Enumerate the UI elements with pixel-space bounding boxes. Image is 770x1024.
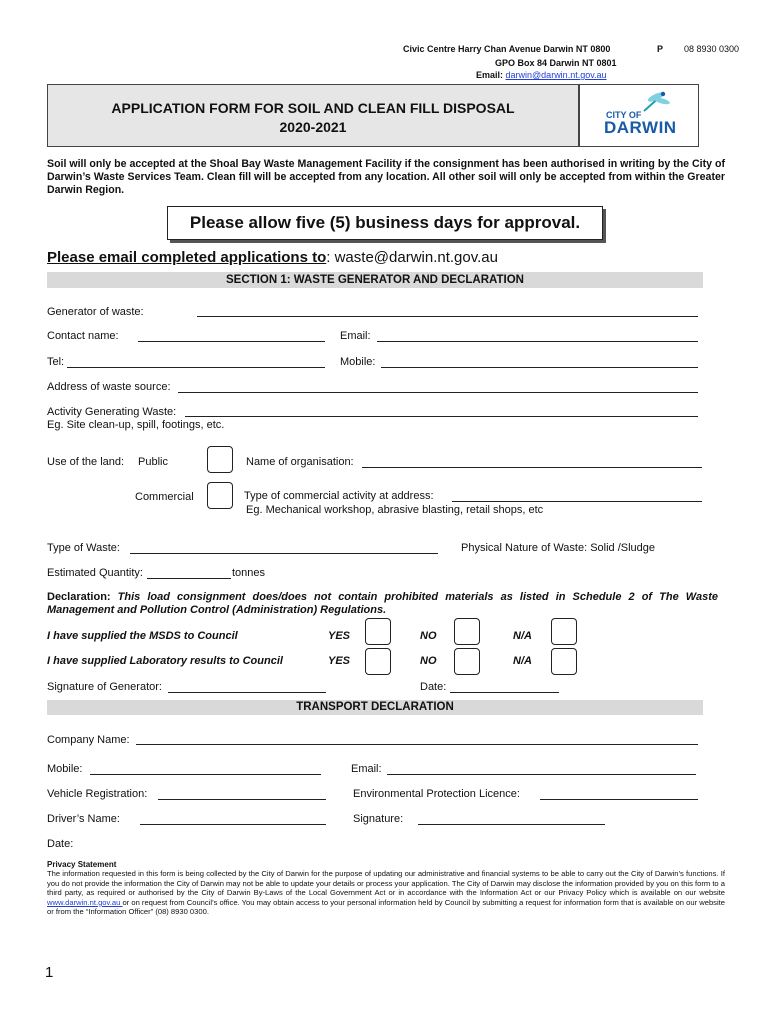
approval-notice: Please allow five (5) business days for approval. (167, 206, 603, 240)
activity-label: Activity Generating Waste: (47, 406, 177, 418)
commercial-label: Commercial (135, 491, 194, 503)
msds-yes-label: YES (328, 630, 351, 642)
header-phone: 08 8930 0300 (684, 44, 740, 54)
logo-city-text: CITY OF (606, 110, 642, 120)
transport-date-label: Date: (47, 838, 74, 850)
title-box (47, 84, 579, 147)
lab-yes-checkbox[interactable] (365, 648, 391, 675)
msds-no-label: NO (420, 630, 437, 642)
privacy-title: Privacy Statement (47, 860, 117, 869)
privacy-text-after: or on request from Council’s office. You may obtain access to your personal information held by Council by submitting a request for information form that is available on our website or from the “Information Officer” (08) 8930 0300. (47, 897, 725, 917)
transport-email-label: Email: (351, 763, 382, 775)
commercial-example: Eg. Mechanical workshop, abrasive blasting, retail shops, etc (246, 504, 544, 516)
email-label: Email: (340, 330, 371, 342)
tel-field[interactable] (67, 367, 325, 368)
lab-na-label: N/A (513, 655, 532, 667)
declaration (47, 591, 718, 617)
transport-mobile-label: Mobile: (47, 763, 83, 775)
org-name-label: Name of organisation: (246, 456, 354, 468)
generator-date-label: Date: (420, 681, 447, 693)
section1-header: SECTION 1: WASTE GENERATOR AND DECLARATION (47, 272, 703, 288)
mobile-field[interactable] (381, 367, 698, 368)
transport-header: TRANSPORT DECLARATION (47, 700, 703, 715)
form-year: 2020-2021 (279, 119, 347, 135)
generator-signature-label: Signature of Generator: (47, 681, 162, 693)
header-address-line2: GPO Box 84 Darwin NT 0801 (495, 58, 617, 68)
activity-example: Eg. Site clean-up, spill, footings, etc. (47, 419, 225, 431)
msds-na-label: N/A (513, 630, 532, 642)
waste-type-label: Type of Waste: (47, 542, 120, 554)
msds-label: I have supplied the MSDS to Council (47, 630, 238, 642)
org-name-field[interactable] (362, 467, 702, 468)
dragonfly-icon (638, 89, 672, 113)
generator-field[interactable] (197, 316, 698, 317)
form-title: APPLICATION FORM FOR SOIL AND CLEAN FILL DISPOSAL (111, 100, 515, 116)
header-email-link[interactable]: darwin@darwin.nt.gov.au (505, 70, 607, 80)
logo-darwin-text: DARWIN (604, 118, 677, 137)
activity-field[interactable] (185, 416, 698, 417)
driver-label: Driver’s Name: (47, 813, 120, 825)
msds-no-checkbox[interactable] (454, 618, 480, 645)
epl-field[interactable] (540, 799, 698, 800)
email-instruction-label: Please email completed applications to (47, 249, 327, 266)
epl-label: Environmental Protection Licence: (353, 788, 520, 800)
declaration-text: This load consignment does/does not contain prohibited materials as listed in Schedule 2 of The Waste Management and Pollution Control (Administration) Regulations. (47, 591, 718, 616)
tonnes-label: tonnes (232, 567, 266, 579)
est-quantity-field[interactable] (147, 578, 231, 579)
driver-field[interactable] (140, 824, 326, 825)
email-instruction (47, 249, 498, 266)
mobile-label: Mobile: (340, 356, 376, 368)
company-label: Company Name: (47, 734, 130, 746)
msds-yes-checkbox[interactable] (365, 618, 391, 645)
header-email-row (476, 70, 607, 80)
commercial-type-label: Type of commercial activity at address: (244, 490, 434, 502)
lab-label: I have supplied Laboratory results to Council (47, 655, 283, 667)
use-of-land-label: Use of the land: (47, 456, 125, 468)
transport-mobile-field[interactable] (90, 774, 321, 775)
generator-date-field[interactable] (450, 692, 559, 693)
transport-signature-label: Signature: (353, 813, 404, 825)
transport-signature-field[interactable] (418, 824, 605, 825)
page-number: 1 (45, 964, 54, 981)
address-label: Address of waste source: (47, 381, 171, 393)
email-field[interactable] (377, 341, 698, 342)
lab-na-checkbox[interactable] (551, 648, 577, 675)
privacy-text (47, 869, 725, 917)
header-phone-label: P (657, 44, 664, 54)
generator-label: Generator of waste: (47, 306, 144, 318)
generator-signature-field[interactable] (168, 692, 326, 693)
address-field[interactable] (178, 392, 698, 393)
logo-box (579, 84, 699, 147)
intro-paragraph: Soil will only be accepted at the Shoal Bay Waste Management Facility if the consignment has been authorised in writing by the City of Darwin’s Waste Services Team. Clean fill will be accepted from any location. All other soil will only be accepted from within the Greater Darwin Region. (47, 158, 725, 196)
public-checkbox[interactable] (207, 446, 233, 473)
lab-no-checkbox[interactable] (454, 648, 480, 675)
lab-no-label: NO (420, 655, 437, 667)
commercial-checkbox[interactable] (207, 482, 233, 509)
declaration-label: Declaration: (47, 591, 111, 603)
transport-email-field[interactable] (387, 774, 696, 775)
company-field[interactable] (136, 744, 698, 745)
tel-label: Tel: (47, 356, 65, 368)
privacy-text-before: The information requested in this form is being collected by the City of Darwin for the purpose of updating our administrative and financial systems to be able to carry out the City of Darwin’s functions. If you do not provide the information the City of Darwin may not be able to update your details or process your application. The City of Darwin may disclose the information provided by you on this form to a third party, as required or authorised by the City of Darwin By-Laws of the Local Government Act or in accordance with the Information Act or our Privacy Policy which is available on our website (47, 869, 725, 898)
vehicle-field[interactable] (158, 799, 326, 800)
vehicle-label: Vehicle Registration: (47, 788, 148, 800)
lab-yes-label: YES (328, 655, 351, 667)
msds-na-checkbox[interactable] (551, 618, 577, 645)
privacy-website-link[interactable]: www.darwin.nt.gov.au (47, 897, 123, 907)
header-address-line1: Civic Centre Harry Chan Avenue Darwin NT 0800 (403, 44, 611, 54)
public-label: Public (138, 456, 168, 468)
contact-field[interactable] (138, 341, 325, 342)
physical-nature-label: Physical Nature of Waste: Solid /Sludge (461, 542, 656, 554)
header-email-label: Email: (476, 70, 504, 80)
email-instruction-address: : waste@darwin.nt.gov.au (326, 249, 498, 266)
waste-type-field[interactable] (130, 553, 438, 554)
commercial-type-field[interactable] (452, 501, 702, 502)
contact-label: Contact name: (47, 330, 119, 342)
est-quantity-label: Estimated Quantity: (47, 567, 143, 579)
